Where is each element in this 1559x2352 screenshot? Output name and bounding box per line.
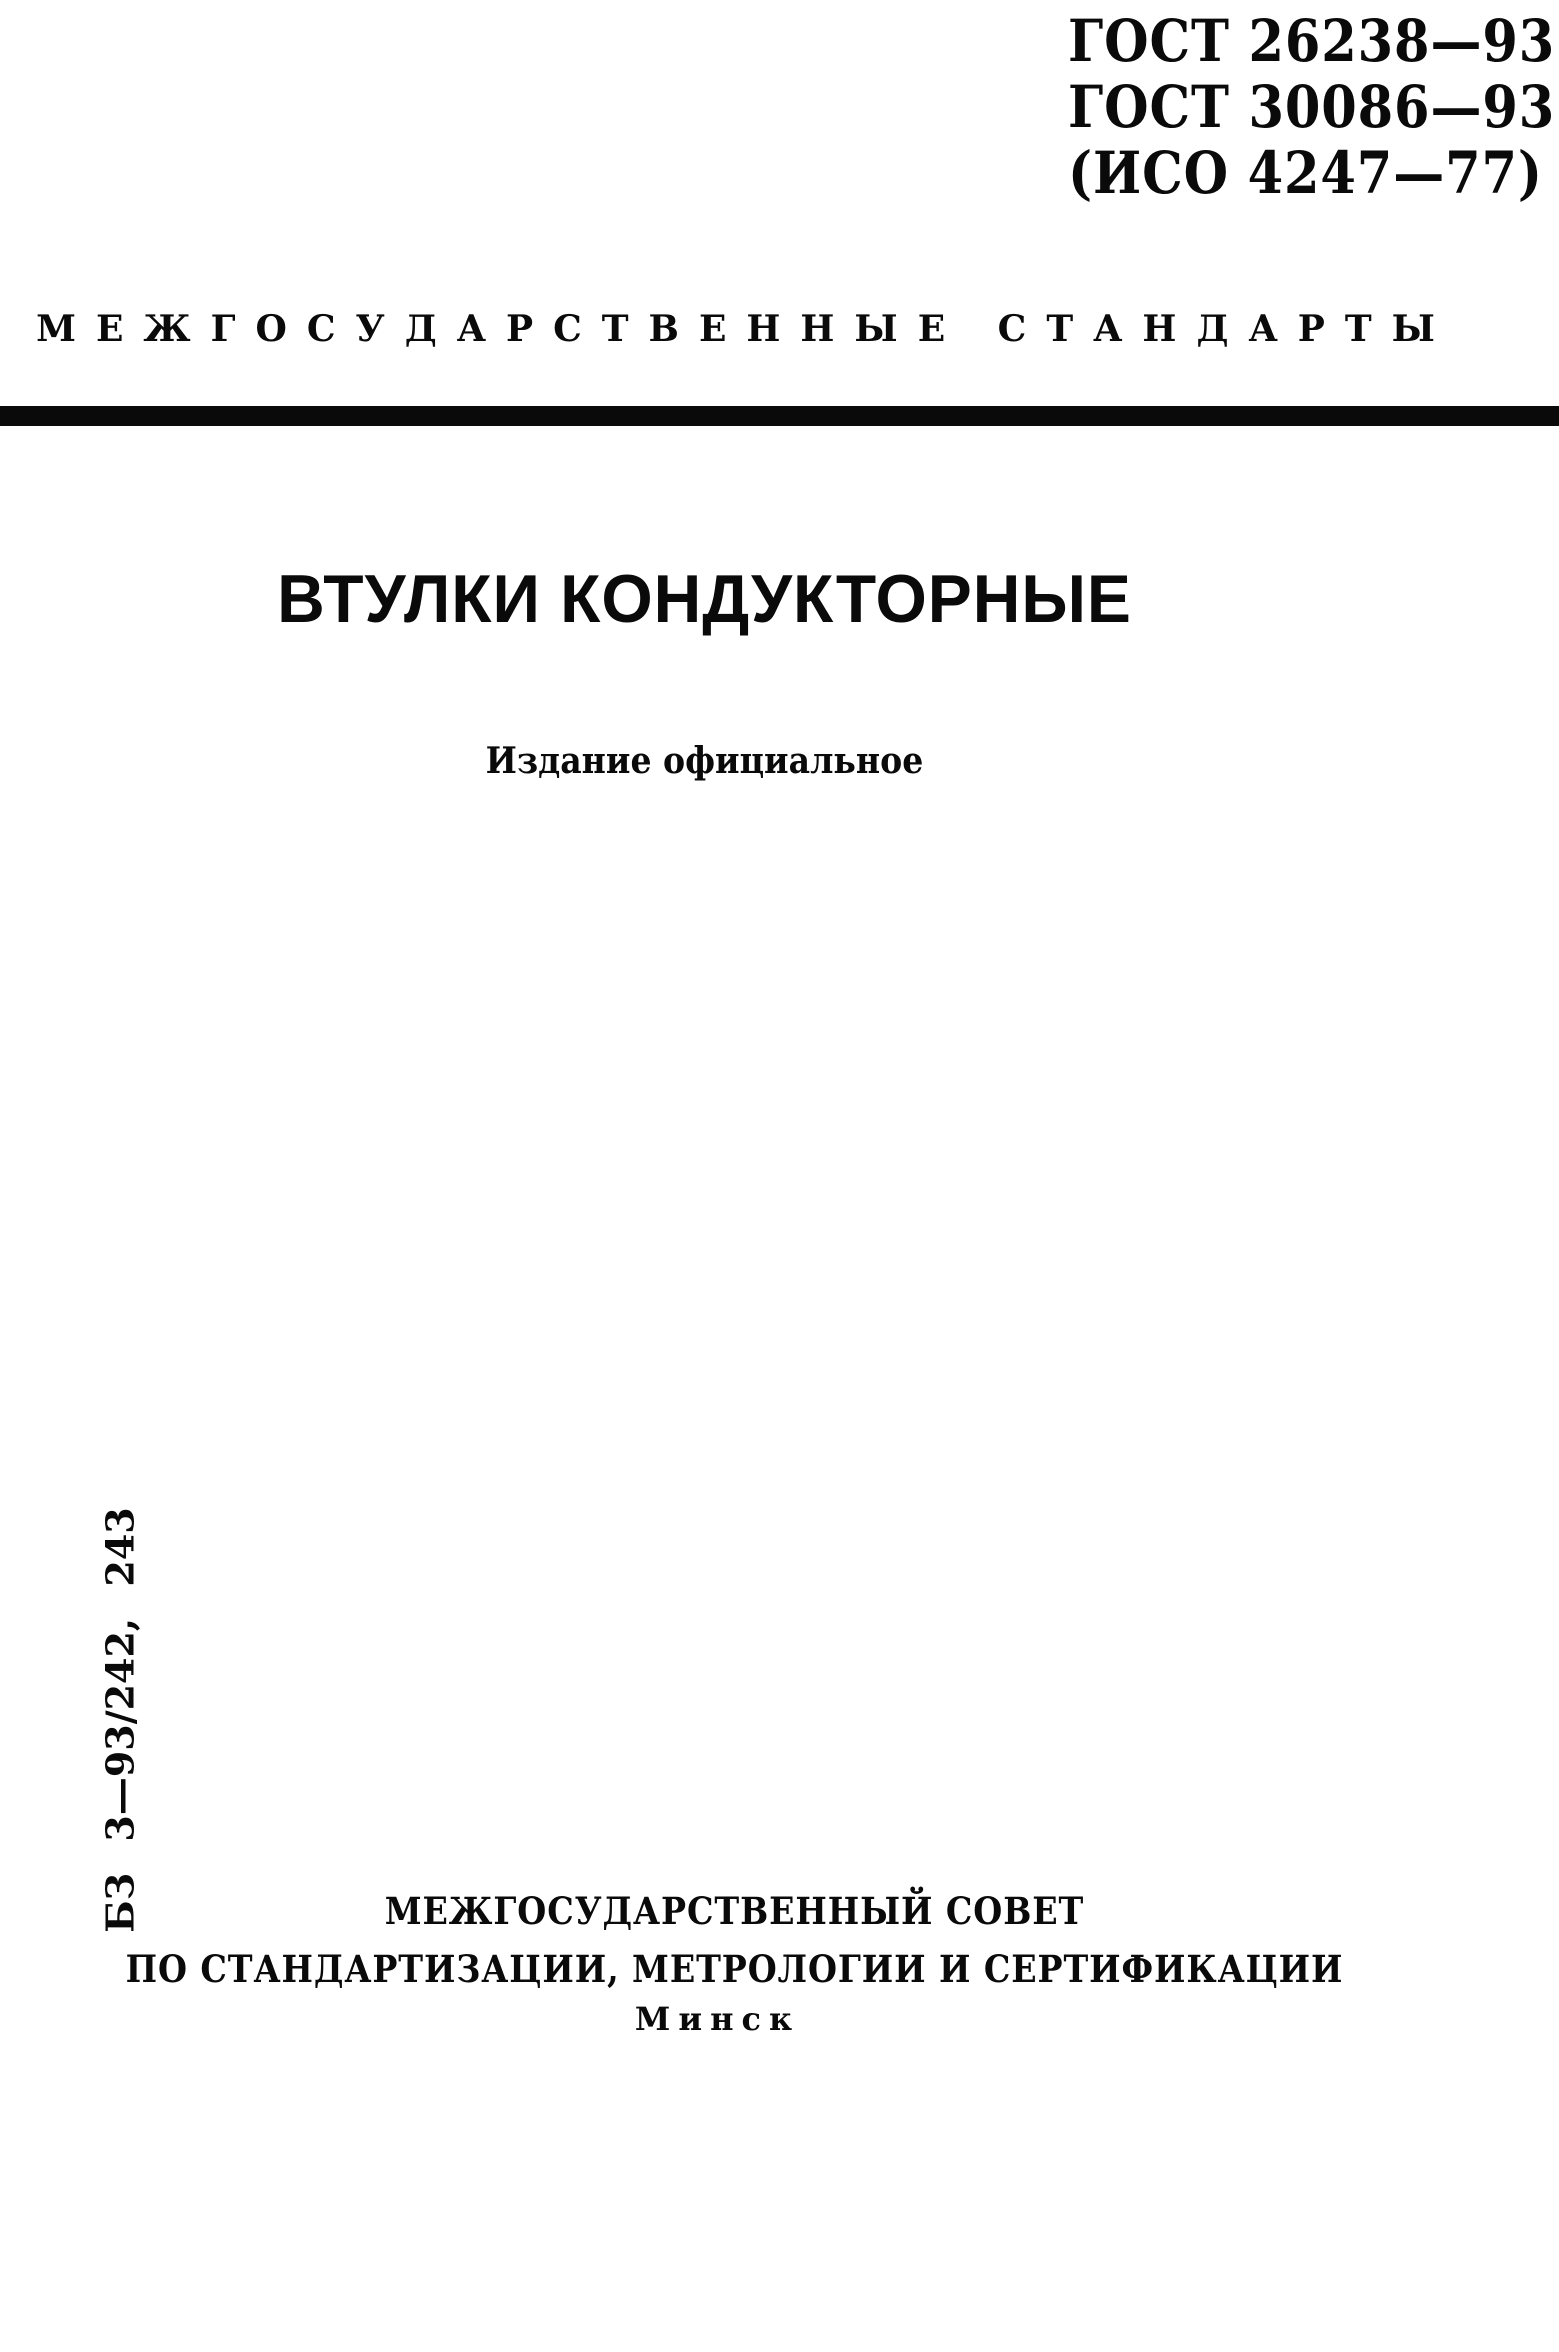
standard-code-3: (ИСО 4247—77)	[1068, 139, 1543, 207]
publisher-city: Минск	[634, 2000, 801, 2038]
standard-code-1: ГОСТ 26238—93	[1068, 7, 1556, 75]
standard-codes	[1068, 7, 1556, 207]
publisher-line-2: ПО СТАНДАРТИЗАЦИИ, МЕТРОЛОГИИ И СЕРТИФИКАЦИИ	[125, 1947, 1344, 1991]
header-rule	[0, 406, 1559, 426]
publisher-side-code: БЗ 3—93/242, 243	[97, 1507, 143, 1933]
document-title: ВТУЛКИ КОНДУКТОРНЫЕ	[277, 561, 1132, 637]
publisher-block	[0, 1882, 1559, 1998]
standard-code-2: ГОСТ 30086—93	[1068, 73, 1556, 141]
series-title: МЕЖГОСУДАРСТВЕННЫЕ СТАНДАРТЫ	[36, 308, 1455, 350]
edition-label: Издание официальное	[485, 740, 924, 782]
publisher-line-1: МЕЖГОСУДАРСТВЕННЫЙ СОВЕТ	[384, 1889, 1085, 1933]
